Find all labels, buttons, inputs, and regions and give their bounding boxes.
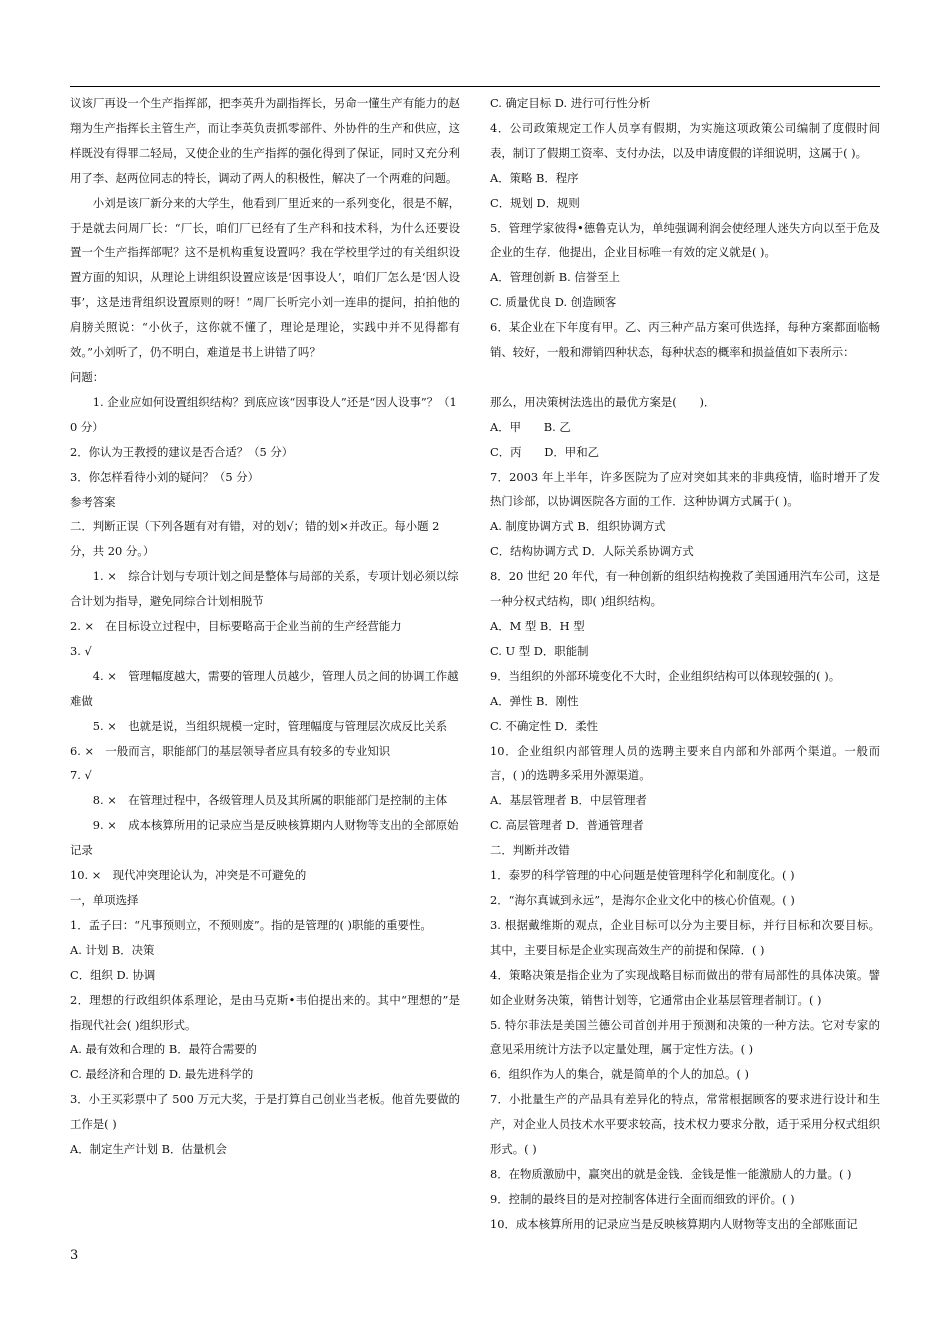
paragraph: 1. × 综合计划与专项计划之间是整体与局部的关系，专项计划必须以综合计划为指导，避免同综合计划相脱节: [70, 569, 459, 609]
paragraph: 3．你怎样看待小刘的疑问？（5 分）: [70, 469, 259, 484]
paragraph: 6．组织作为人的集合，就是简单的个人的加总。( ): [490, 1067, 749, 1082]
paragraph: 4．公司政策规定工作人员享有假期，为实施这项政策公司编制了度假时间表，制订了假期工资率、支付办法，以及申请度假的详细说明，这属于( )。: [490, 120, 880, 160]
paragraph: A．弹性 B．刚性: [490, 693, 579, 708]
paragraph: 4. × 管理幅度越大，需要的管理人员越少，管理人员之间的协调工作越难做: [70, 668, 459, 708]
paragraph: C. U 型 D．职能制: [490, 643, 589, 658]
left-column: [70, 91, 460, 1162]
paragraph: C．结构协调方式 D．人际关系协调方式: [490, 544, 694, 559]
page-number: 3: [70, 1248, 79, 1263]
paragraph: 8. × 在管理过程中，各级管理人员及其所属的职能部门是控制的主体: [92, 793, 448, 808]
paragraph: 小刘是该厂新分来的大学生，他看到厂里近来的一系列变化，很是不解，于是就去问周厂长：“厂长，咱们厂已经有了生产科和技术科，为什么还要设置一个生产指挥部呢？这不是机构重复设置吗？我在学校里学过的有关组织设置方面的知识，从理论上讲组织设置应该是‘因事设人’，咱们厂怎么是‘因人设事’，这是违背组织设置原则的呀！”周厂长听完小刘一连串的提问，拍拍他的肩膀关照说：“小伙子，这你就不懂了，理论是理论，实践中并不见得都有效。”小刘听了，仍不明白，难道是书上讲错了吗？: [70, 195, 460, 360]
paragraph: 7．小批量生产的产品具有差异化的特点，常常根据顾客的要求进行设计和生产，对企业人员技术水平要求较高，技术权力要求分散，适于采用分权式组织形式。( ): [490, 1092, 880, 1157]
paragraph: C. 高层管理者 D．普通管理者: [490, 818, 644, 833]
paragraph: 7．2003 年上半年，许多医院为了应对突如其来的非典疫情，临时增开了发热门诊部，以协调医院各方面的工作．这种协调方式属于( )。: [490, 469, 880, 509]
paragraph: 3. 根据戴维斯的观点，企业目标可以分为主要目标，并行目标和次要目标。其中，主要目标是企业实现高效生产的前提和保障．( ): [490, 917, 880, 957]
paragraph: 1. 企业应如何设置组织结构？到底应该“因事设人”还是“因人设事”？（10 分）: [70, 394, 457, 434]
paragraph: [490, 365, 880, 390]
paragraph: 10. × 现代冲突理论认为，冲突是不可避免的: [70, 868, 307, 883]
paragraph: A. 最有效和合理的 B．最符合需要的: [70, 1042, 257, 1057]
paragraph: 9. × 成本核算所用的记录应当是反映核算期内人财物等支出的全部原始记录: [70, 818, 459, 858]
paragraph: C. 不确定性 D．柔性: [490, 718, 599, 733]
paragraph: 问题：: [70, 369, 105, 384]
paragraph: 一，单项选择: [70, 893, 139, 907]
paragraph: C. 质量优良 D. 创造顾客: [490, 295, 617, 310]
paragraph: 8．20 世纪 20 年代，有一种创新的组织结构挽救了美国通用汽车公司，这是一种分权式结构，即( )组织结构。: [490, 569, 880, 609]
paragraph: 那么，用决策树法选出的最优方案是( )．: [490, 394, 716, 409]
paragraph: A．基层管理者 B．中层管理者: [490, 793, 647, 808]
paragraph: C. 最经济和合理的 D. 最先进科学的: [70, 1067, 254, 1082]
paragraph: 6．某企业在下年度有甲。乙、丙三种产品方案可供选择，每种方案都面临畅销、较好，一般和滞销四种状态，每种状态的概率和损益值如下表所示：: [490, 320, 880, 360]
right-column: [490, 91, 880, 1237]
paragraph: 9．当组织的外部环境变化不大时，企业组织结构可以体现较强的( )。: [490, 668, 841, 683]
paragraph: C．组织 D. 协调: [70, 967, 156, 982]
paragraph: 9．控制的最终目的是对控制客体进行全面而细致的评价。( ): [490, 1191, 795, 1206]
paragraph: 8．在物质激励中，赢突出的就是金钱．金钱是惟一能激励人的力量。( ): [490, 1166, 852, 1181]
paragraph: 参考答案: [70, 494, 116, 509]
paragraph: 10．企业组织内部管理人员的选聘主要来自内部和外部两个渠道。一般而言，( )的选聘多采用外源渠道。: [490, 743, 880, 783]
paragraph: 7. √: [70, 768, 92, 783]
paragraph: C．规划 D．规则: [490, 195, 580, 210]
paragraph: 1．泰罗的科学管理的中心问题是使管理科学化和制度化。( ): [490, 868, 795, 883]
paragraph: A．管理创新 B. 信誉至上: [490, 270, 620, 285]
paragraph: C. 确定目标 D. 进行可行性分析: [490, 96, 651, 110]
paragraph: 3. √: [70, 643, 92, 658]
paragraph: 5．管理学家彼得•德鲁克认为，单纯强调利润会使经理人迷失方向以至于危及企业的生存．他提出，企业目标唯一有效的定义就是( )。: [490, 220, 880, 260]
paragraph: A. 制度协调方式 B．组织协调方式: [490, 519, 666, 534]
paragraph: 5. 特尔菲法是美国兰德公司首创并用于预测和决策的一种方法。它对专家的意见采用统计方法予以定量处理，属于定性方法。( ): [490, 1017, 880, 1057]
paragraph: 二．判断正误（下列各题有对有错，对的划√；错的划×并改正。每小题 2 分，共 20 分。）: [70, 519, 440, 559]
paragraph: A. 计划 B．决策: [70, 942, 155, 957]
paragraph: 议该厂再设一个生产指挥部，把李英升为副指挥长，另命一懂生产有能力的赵翔为生产指挥长主管生产，而让李英负责抓零部件、外协件的生产和供应，这样既没有得罪二轻局，又使企业的生产指挥的强化得到了保证，同时又充分利用了李、赵两位同志的特长，调动了两人的积极性，解决了一个两难的问题。: [70, 96, 460, 185]
paragraph: A．M 型 B．H 型: [490, 619, 585, 634]
paragraph: 2. × 在目标设立过程中，目标要略高于企业当前的生产经营能力: [70, 619, 402, 634]
paragraph: 6. × 一般而言，职能部门的基层领导者应具有较多的专业知识: [70, 743, 391, 758]
paragraph: 2．理想的行政组织体系理论，是由马克斯•韦伯提出来的。其中“理想的”是指现代社会( )组织形式。: [70, 992, 460, 1032]
paragraph: 5. × 也就是说，当组织规模一定时，管理幅度与管理层次成反比关系: [92, 718, 448, 733]
paragraph: 二．判断并改错: [490, 843, 570, 858]
paragraph: 2．“海尔真诚到永远”，是海尔企业文化中的核心价值观。( ): [490, 892, 795, 907]
paragraph: A．策略 B．程序: [490, 170, 579, 185]
paragraph: C．丙 D．甲和乙: [490, 444, 599, 459]
paragraph: 2．你认为王教授的建议是否合适？（5 分）: [70, 444, 294, 459]
paragraph: A．制定生产计划 B．估量机会: [70, 1142, 227, 1157]
paragraph: 1．孟子曰：“凡事预则立，不预则废”。指的是管理的( )职能的重要性。: [70, 917, 432, 932]
paragraph: A．甲 B. 乙: [490, 419, 571, 434]
paragraph: 3．小王买彩票中了 500 万元大奖，于是打算自己创业当老板。他首先要做的工作是( ): [70, 1092, 460, 1132]
paragraph: 4．策略决策是指企业为了实现战略目标而做出的带有局部性的具体决策。譬如企业财务决策，销售计划等，它通常由企业基层管理者制订。( ): [490, 967, 880, 1007]
header-rule: [70, 86, 880, 87]
paragraph: 10．成本核算所用的记录应当是反映核算期内人财物等支出的全部账面记: [490, 1216, 858, 1231]
